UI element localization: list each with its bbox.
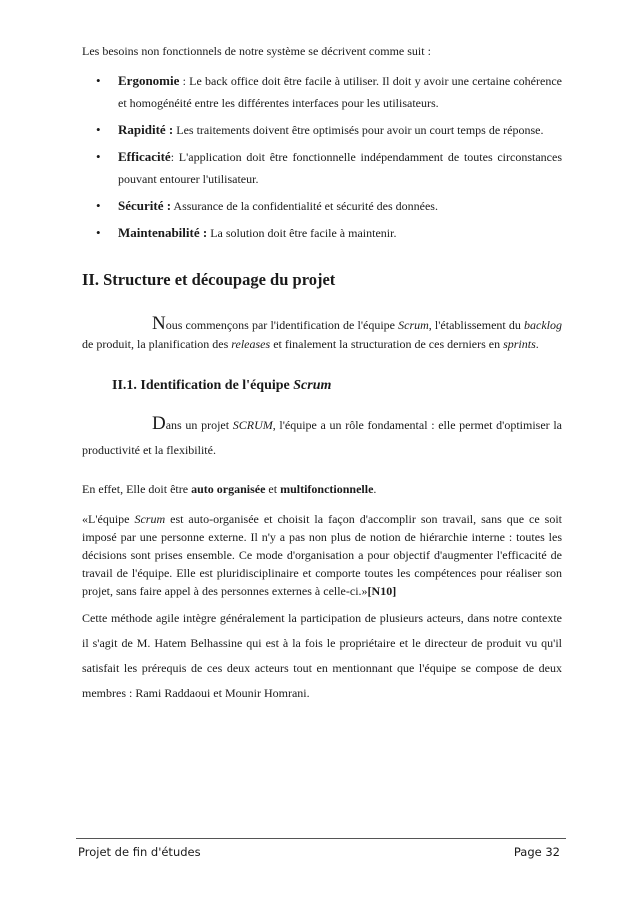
footer-title: Projet de fin d'études: [78, 845, 201, 859]
initial-letter: N: [152, 313, 166, 334]
list-item: [82, 119, 562, 141]
paragraph-self-organized: En effet, Elle doit être auto organisée et multifonctionnelle.: [82, 482, 377, 496]
list-item: • Efficacité: L'application doit être fonctionnelle indépendamment de toutes circonstances pouvant entourer l'utilisateur.: [82, 146, 562, 190]
requirement-text: Le back office doit être facile à utiliser. Il doit y avoir une certaine cohérence et homogénéité entre les différentes interfaces pour les utilisateurs.: [118, 74, 562, 110]
section-heading: II. Structure et découpage du projet: [82, 270, 336, 289]
list-item: [82, 222, 562, 244]
requirement-text: La solution doit être facile à maintenir.: [210, 226, 397, 240]
page-number: Page 32: [513, 845, 560, 859]
paragraph-team-role: Dans un projet SCRUM, l'équipe a un rôle fondamental : elle permet d'optimiser la productivité et la flexibilité.: [82, 413, 562, 457]
subsection-heading: II.1. Identification de l'équipe Scrum: [112, 378, 332, 393]
initial-letter: D: [152, 413, 166, 434]
requirement-term: Ergonomie: [118, 73, 180, 88]
requirements-list: [82, 70, 562, 249]
requirement-term: Rapidité :: [118, 122, 174, 137]
paragraph-structure: Nous commençons par l'identification de l'équipe Scrum, l'établissement du backlog de produit, la planification des releases et finalement la structuration de ces derniers en sprints.: [82, 313, 563, 351]
requirement-term: Sécurité :: [118, 198, 172, 213]
paragraph-quote: «L'équipe Scrum est auto-organisée et choisit la façon d'accomplir son travail, sans que ce soit imposé par une personne externe. Il n'y a pas non plus de notion de hiérarchie interne : toutes les décisions sont prises ensemble. Ce mode d'organisation a pour objectif d'augmenter l'efficacité de travail de l'équipe. Elle est pluridisciplinaire et comporte toutes les compétences pour réaliser son projet, sans faire appel à des personnes externes à celle-ci.»[N10]: [82, 512, 563, 598]
list-item: • Ergonomie : Le back office doit être facile à utiliser. Il doit y avoir une certaine cohérence et homogénéité entre les différentes interfaces pour les utilisateurs.: [82, 70, 562, 114]
requirement-term: Maintenabilité :: [118, 225, 208, 240]
requirement-text: L'application doit être fonctionnelle indépendamment de toutes circonstances pouvant entourer l'utilisateur.: [118, 150, 562, 186]
paragraph-actors: Cette méthode agile intègre généralement la participation de plusieurs acteurs, dans notre contexte il s'agit de M. Hatem Belhassine qui est à la fois le propriétaire et le directeur de produit vu qu'il satisfait les prérequis de ces deux acteurs tout en mentionnant que l'équipe se compose de deux membres : Rami Raddaoui et Mounir Homrani.: [82, 611, 562, 700]
requirement-term: Efficacité: [118, 149, 171, 164]
requirement-text: Assurance de la confidentialité et sécurité des données.: [173, 199, 438, 213]
intro-text: Les besoins non fonctionnels de notre système se décrivent comme suit :: [82, 44, 431, 58]
list-item: [82, 195, 562, 217]
footer-divider: [76, 838, 566, 839]
citation-reference: [N10]: [367, 584, 397, 598]
requirement-text: Les traitements doivent être optimisés pour avoir un court temps de réponse.: [176, 123, 544, 137]
